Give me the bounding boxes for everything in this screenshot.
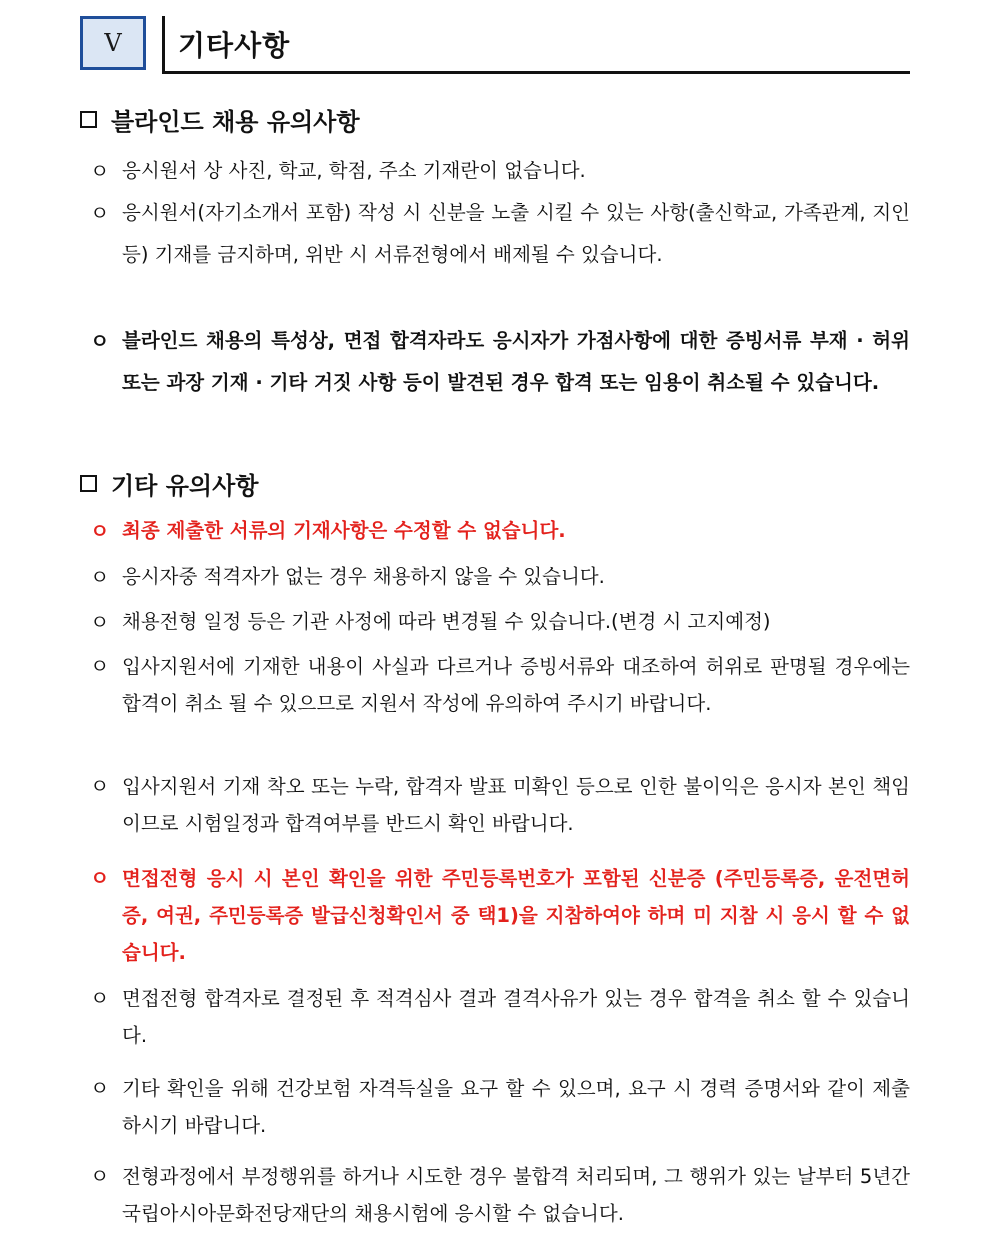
list-item	[90, 648, 910, 722]
header-divider	[162, 16, 165, 74]
section-header	[80, 16, 910, 76]
bullet-mark: ㅇ	[90, 159, 110, 183]
section-title-blind: 블라인드 채용 유의사항	[80, 102, 360, 137]
section-number-box: Ⅴ	[80, 16, 146, 70]
header-underline	[162, 71, 910, 74]
bullet-mark: ㅇ	[90, 565, 110, 589]
list-item	[90, 1070, 910, 1144]
list-item	[90, 320, 910, 404]
list-item-text: 응시자중 적격자가 없는 경우 채용하지 않을 수 있습니다.	[122, 565, 605, 588]
list-item-text: 블라인드 채용의 특성상, 면접 합격자라도 응시자가 가점사항에 대한 증빙서류 부재 · 허위 또는 과장 기재 · 기타 거짓 사항 등이 발견된 경우 합격 또는 임용이 취소될 수 있습니다.	[122, 329, 910, 394]
list-item	[90, 150, 910, 192]
list-item-text: 채용전형 일정 등은 기관 사정에 따라 변경될 수 있습니다.(변경 시 고지예정)	[122, 610, 771, 633]
list-item-text: 응시원서 상 사진, 학교, 학점, 주소 기재란이 없습니다.	[122, 159, 586, 182]
list-item-text: 면접전형 응시 시 본인 확인을 위한 주민등록번호가 포함된 신분증 (주민등록증, 운전면허증, 여권, 주민등록증 발급신청확인서 중 택1)을 지참하여야 하며 미 지참 시 응시 할 수 없습니다.	[122, 867, 910, 964]
bullet-mark: ㅇ	[90, 986, 110, 1010]
section-title-other: 기타 유의사항	[80, 466, 258, 501]
bullet-mark: ㅇ	[90, 866, 110, 890]
list-item	[90, 768, 910, 842]
list-item-text: 입사지원서 기재 착오 또는 누락, 합격자 발표 미확인 등으로 인한 불이익은 응시자 본인 책임이므로 시험일정과 합격여부를 반드시 확인 바랍니다.	[122, 775, 910, 835]
checkbox-square-icon	[80, 475, 97, 492]
list-item-text: 입사지원서에 기재한 내용이 사실과 다르거나 증빙서류와 대조하여 허위로 판명될 경우에는 합격이 취소 될 수 있으므로 지원서 작성에 유의하여 주시기 바랍니다.	[122, 655, 910, 715]
list-item	[90, 556, 910, 598]
bullet-mark: ㅇ	[90, 1076, 110, 1100]
list-item-text: 기타 확인을 위해 건강보험 자격득실을 요구 할 수 있으며, 요구 시 경력 증명서와 같이 제출하시기 바랍니다.	[122, 1077, 910, 1137]
checkbox-square-icon	[80, 111, 97, 128]
page-title: 기타사항	[178, 29, 291, 62]
list-item	[90, 192, 910, 276]
list-item-notice	[90, 510, 910, 552]
bullet-mark: ㅇ	[90, 519, 110, 543]
list-item	[90, 980, 910, 1054]
bullet-mark: ㅇ	[90, 610, 110, 634]
list-item-text: 전형과정에서 부정행위를 하거나 시도한 경우 불합격 처리되며, 그 행위가 있는 날부터 5년간 국립아시아문화전당재단의 채용시험에 응시할 수 없습니다.	[122, 1165, 910, 1225]
bullet-mark: ㅇ	[90, 1164, 110, 1188]
bullet-mark: ㅇ	[90, 329, 110, 353]
list-item-text: 면접전형 합격자로 결정된 후 적격심사 결과 결격사유가 있는 경우 합격을 취소 할 수 있습니다.	[122, 987, 910, 1047]
bullet-mark: ㅇ	[90, 201, 110, 225]
bullet-mark: ㅇ	[90, 654, 110, 678]
list-item-text: 최종 제출한 서류의 기재사항은 수정할 수 없습니다.	[122, 519, 566, 542]
list-item	[90, 1158, 910, 1232]
list-item-notice	[90, 860, 910, 971]
list-item-text: 응시원서(자기소개서 포함) 작성 시 신분을 노출 시킬 수 있는 사항(출신학교, 가족관계, 지인 등) 기재를 금지하며, 위반 시 서류전형에서 배제될 수 있습니다.	[122, 201, 910, 266]
bullet-mark: ㅇ	[90, 774, 110, 798]
list-item	[90, 601, 910, 643]
